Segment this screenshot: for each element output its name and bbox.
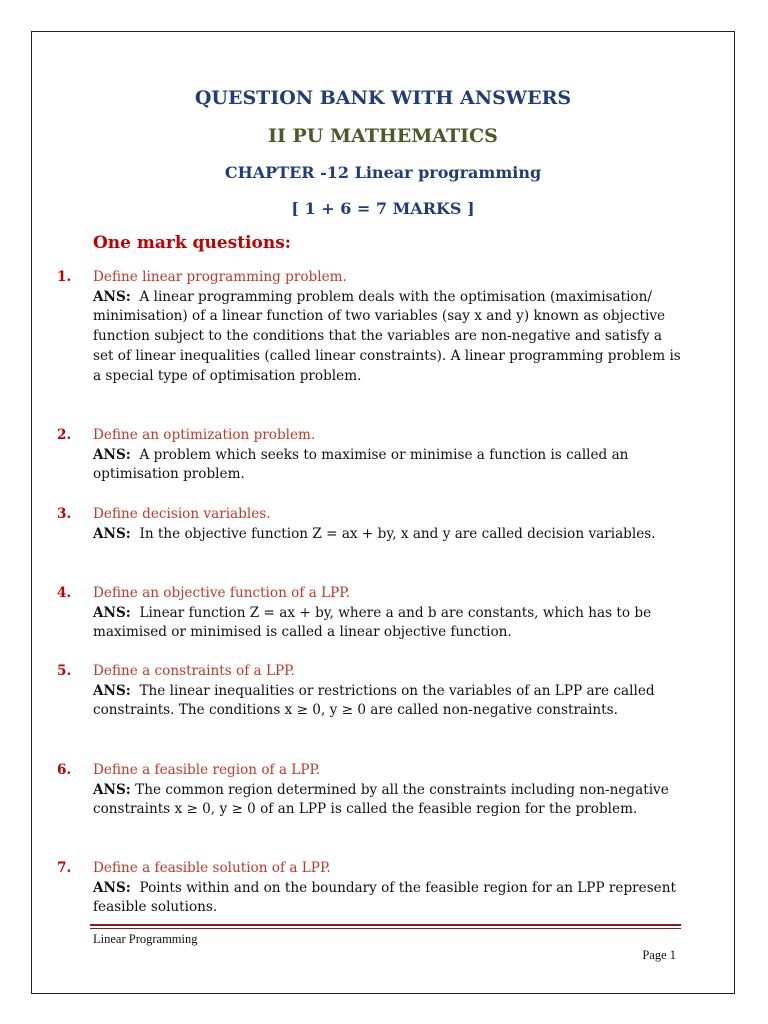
answer-label: ANS: bbox=[93, 879, 131, 896]
chapter-title: CHAPTER -12 Linear programming bbox=[224, 163, 542, 182]
question-text: Define linear programming problem. bbox=[93, 269, 347, 285]
question-number: 1. bbox=[57, 269, 72, 285]
footer-divider-thin bbox=[90, 928, 681, 929]
answer-body: In the objective function Z = ax + by, x and y are called decision variables. bbox=[139, 525, 656, 542]
question-item bbox=[57, 505, 682, 544]
question-text: Define an objective function of a LPP. bbox=[93, 585, 350, 601]
question-text: Define a feasible solution of a LPP. bbox=[93, 860, 331, 876]
answer-body: Linear function Z = ax + by, where a and b are constants, which has to be maximised or minimised is called a linear objective function. bbox=[93, 604, 652, 641]
answer-text bbox=[93, 682, 682, 721]
answer-text bbox=[93, 604, 682, 643]
marks-label: [ 1 + 6 = 7 MARKS ] bbox=[291, 199, 475, 218]
answer-label: ANS: bbox=[93, 446, 131, 463]
question-item bbox=[57, 426, 682, 485]
question-text: Define a constraints of a LPP. bbox=[93, 663, 295, 679]
question-item bbox=[57, 268, 682, 386]
section-heading: One mark questions: bbox=[93, 233, 292, 253]
question-text: Define an optimization problem. bbox=[93, 427, 316, 443]
question-number: 4. bbox=[57, 585, 72, 601]
question-item bbox=[57, 584, 682, 643]
subject-title: II PU MATHEMATICS bbox=[268, 125, 498, 147]
question-number: 5. bbox=[57, 663, 72, 679]
question-item bbox=[57, 662, 682, 721]
answer-body: A problem which seeks to maximise or minimise a function is called an optimisation problem. bbox=[93, 446, 629, 483]
answer-text bbox=[93, 446, 682, 485]
answer-text bbox=[93, 288, 682, 387]
answer-text bbox=[93, 781, 682, 820]
answer-label: ANS: bbox=[93, 682, 131, 699]
question-number: 3. bbox=[57, 506, 72, 522]
footer-chapter-name: Linear Programming bbox=[93, 932, 198, 946]
question-text: Define decision variables. bbox=[93, 506, 271, 522]
question-number: 2. bbox=[57, 427, 72, 443]
answer-body: The common region determined by all the constraints including non-negative constraints x ≥ 0, y ≥ 0 of an LPP is called the feasible region for the problem. bbox=[93, 781, 669, 818]
question-item bbox=[57, 859, 682, 918]
footer-divider bbox=[90, 924, 681, 926]
document-title: QUESTION BANK WITH ANSWERS bbox=[194, 87, 572, 109]
answer-label: ANS: bbox=[93, 604, 131, 621]
answer-label: ANS: bbox=[93, 288, 131, 305]
page-number: Page 1 bbox=[642, 948, 676, 962]
answer-label: ANS: bbox=[93, 525, 131, 542]
answer-body: The linear inequalities or restrictions on the variables of an LPP are called constraints. The conditions x ≥ 0, y ≥ 0 are called non-negative constraints. bbox=[93, 682, 655, 719]
question-number: 7. bbox=[57, 860, 72, 876]
question-text: Define a feasible region of a LPP. bbox=[93, 762, 321, 778]
question-number: 6. bbox=[57, 762, 72, 778]
question-item bbox=[57, 761, 682, 820]
answer-label: ANS: bbox=[93, 781, 131, 798]
answer-text bbox=[93, 879, 682, 918]
answer-body: Points within and on the boundary of the feasible region for an LPP represent feasible solutions. bbox=[93, 879, 676, 916]
answer-body: A linear programming problem deals with the optimisation (maximisation/ minimisation) of a linear function of two variables (say x and y) known as objective function subject to the conditions that the variables are non-negative and satisfy a set of linear inequalities (called linear constraints). A linear programming problem is a special type of optimisation problem. bbox=[93, 288, 681, 384]
answer-text bbox=[93, 525, 682, 545]
